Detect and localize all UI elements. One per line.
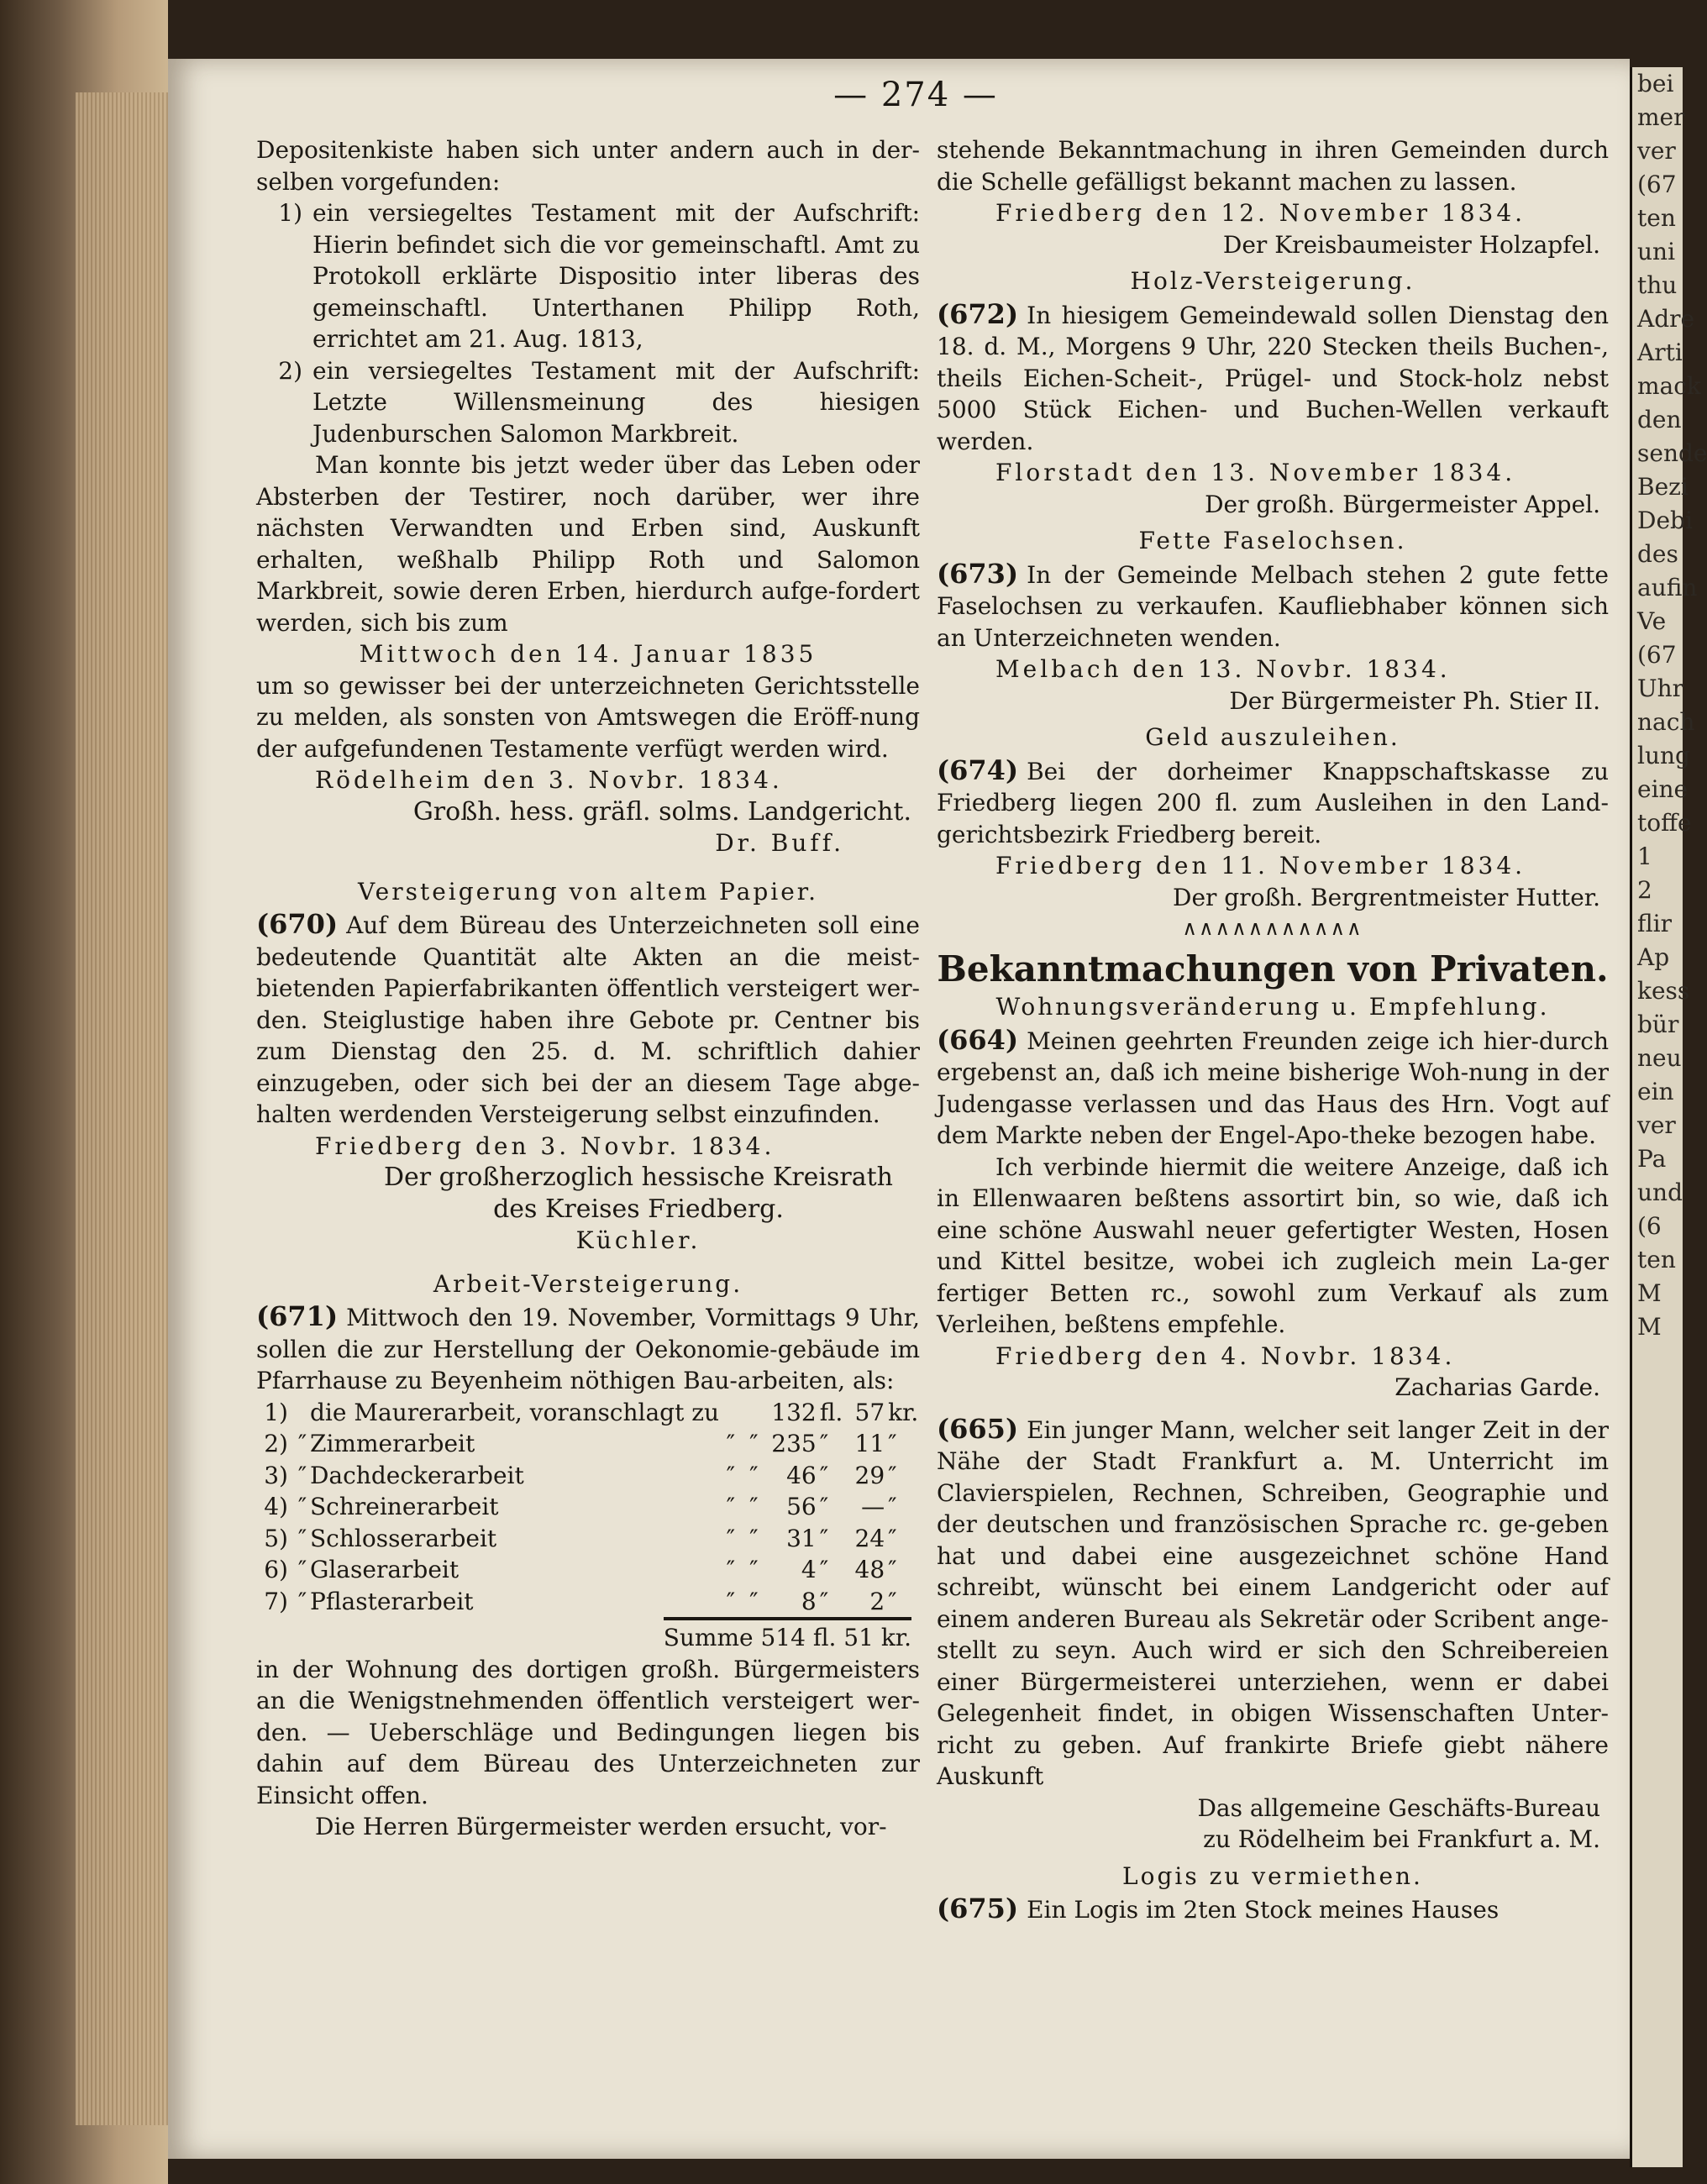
amount-kr: 2 (869, 1587, 885, 1615)
book-fore-edge (0, 0, 168, 2184)
paragraph: stehende Bekanntmachung in ihren Gemeinden durch die Schelle gefälligst bekannt machen zu lassen. (937, 136, 1609, 196)
ditto-mark: ″ (297, 1524, 307, 1552)
notice-670 (256, 909, 920, 1131)
table-row (256, 1554, 920, 1586)
next-page-fragment: Uhr (1637, 675, 1684, 702)
row-number: 2) (264, 1430, 288, 1457)
unit-kr: ″ (888, 1587, 897, 1615)
ditto-mark: ″ (297, 1556, 307, 1583)
notice-text: Bei der dorheimer Knappschaftskasse zu Friedberg liegen 200 fl. zum Ausleihen in den Land-gerichtsbezirk Friedberg bereit. (937, 757, 1609, 848)
notice-text: Ein junger Mann, welcher seit langer Zeit in der Nähe der Stadt Frankfurt a. M. Unterricht im Clavierspielen, Rechnen, Schreiben, Geographie und der deutschen und französischen Sprache rc. ge-geben hat und dabei eine ausgezeichnet schöne Hand schreibt, wünscht bei einem Landgericht oder auf einem anderen Bureau als Sekretär oder Scribent ange-stellt zu seyn. Auch wird er sich den Schreibereien einer Bürgermeisterei unterziehen, wenn er dabei Gelegenheit findet, in obigen Wissenschaften Unter-richt zu geben. Auf frankirte Briefe giebt nähere Auskunft (937, 1415, 1609, 1790)
ditto-mark: ″ (726, 1430, 736, 1457)
next-page-fragment: thu (1637, 271, 1678, 299)
unit-fl: ″ (819, 1430, 829, 1457)
unit-fl: ″ (819, 1587, 829, 1615)
ditto-mark: ″ (726, 1493, 736, 1520)
place-date: Friedberg den 4. Novbr. 1834. (995, 1341, 1456, 1370)
next-page-fragment: Bezi (1637, 473, 1689, 501)
section-heading: Geld auszuleihen. (1145, 723, 1400, 751)
ditto-mark (719, 1397, 743, 1429)
place-date: Friedberg den 3. Novbr. 1834. (315, 1131, 775, 1160)
ditto-mark: ″ (297, 1461, 307, 1489)
section-heading: Wohnungsveränderung u. Empfehlung. (995, 993, 1550, 1021)
amount-fl: 46 (786, 1461, 817, 1489)
next-page-fragment: Pa (1637, 1145, 1667, 1173)
item-text: ein versiegeltes Testament mit der Aufschrift: Hierin befindet sich die vor gemeinschaftl. Amt zu Protokoll erklärte Dispositio inter liberas des gemeinschaftl. Unterthanen Philipp Roth, errichtet am 21. Aug. 1813, (313, 199, 920, 353)
unit-kr: ″ (888, 1430, 897, 1457)
notice-number: (673) (937, 557, 1019, 590)
paragraph: Die Herren Bürgermeister werden ersucht, vor- (315, 1813, 887, 1840)
section-heading: Holz-Versteigerung. (1130, 267, 1415, 295)
place-date: Friedberg den 12. November 1834. (995, 199, 1526, 227)
amount-fl: 4 (801, 1556, 817, 1583)
ditto-mark: ″ (749, 1587, 759, 1615)
notice-number: (670) (256, 908, 339, 940)
unit-kr: ″ (888, 1461, 897, 1489)
notice-number: (664) (937, 1023, 1019, 1056)
amount-kr: — (861, 1493, 885, 1520)
unit-fl: ″ (819, 1556, 829, 1583)
ditto-mark: ″ (726, 1524, 736, 1552)
works-table (256, 1397, 920, 1618)
row-number: 6) (264, 1556, 288, 1583)
left-column (256, 134, 920, 1843)
notice-text: In der Gemeinde Melbach stehen 2 gute fette Faselochsen zu verkaufen. Kaufliebhaber können sich an Unterzeichneten wenden. (937, 560, 1609, 652)
next-page-fragment: Adre (1637, 305, 1695, 333)
next-page-fragment: des (1637, 540, 1678, 568)
signature: Der großh. Bergrentmeister Hutter. (1173, 883, 1600, 911)
next-page-fragment: (67 (1637, 641, 1677, 669)
amount-kr: 48 (854, 1556, 885, 1583)
paragraph: Ich verbinde hiermit die weitere Anzeige, daß ich in Ellenwaaren beßtens assortirt bin, so wie, daß ich eine schöne Auswahl neuer gefertigter Westen, Hosen und Kittel besitze, wobei ich zugleich mein La-ger fertiger Betten rc., sowohl zum Verkauf als zum Verleihen, beßtens empfehle. (937, 1152, 1609, 1338)
section-heading: Logis zu vermiethen. (1122, 1861, 1423, 1890)
unit-fl: ″ (819, 1524, 829, 1552)
next-page-fragment: ver (1637, 137, 1676, 165)
next-page-fragment: kess (1637, 977, 1690, 1005)
notice-number: (672) (937, 297, 1019, 330)
table-row (256, 1586, 920, 1618)
table-row (256, 1428, 920, 1460)
notice-675 (937, 1893, 1609, 1926)
paragraph: um so gewisser bei der unterzeichneten Gerichtsstelle zu melden, als sonsten von Amtswegen die Eröff-nung der aufgefundenen Testamente verfügt werden wird. (256, 671, 920, 763)
next-page-fragment: ein (1637, 1078, 1674, 1105)
ditto-mark: ″ (749, 1556, 759, 1583)
sum-row (256, 1617, 920, 1654)
next-page-fragment: aufin (1637, 574, 1698, 601)
next-page-fragment: ten (1637, 204, 1676, 232)
next-page-fragment: M (1637, 1279, 1662, 1307)
item-number: 1) (278, 199, 302, 227)
signature: Der großherzoglich hessische Kreisrath (383, 1163, 894, 1192)
next-page-fragment: Debi (1637, 507, 1693, 534)
notice-672 (937, 299, 1609, 458)
amount-fl: 132 (771, 1398, 817, 1426)
amount-kr: 29 (854, 1461, 885, 1489)
next-page-fragment: sende (1637, 439, 1707, 467)
notice-text: Ein Logis im 2ten Stock meines Hauses (1027, 1896, 1500, 1924)
section-title: Bekanntmachungen von Privaten. (937, 948, 1609, 990)
unit-kr: kr. (888, 1398, 919, 1426)
notice-673 (937, 559, 1609, 654)
ditto-mark: ″ (297, 1430, 307, 1457)
notice-text: Meinen geehrten Freunden zeige ich hier-durch ergebenst an, daß ich meine bisherige Woh-nung in der Judengasse verlassen und das Haus des Hrn. Vogt auf dem Markte neben der Engel-Apo-theke bezogen habe. (937, 1026, 1609, 1149)
right-column (937, 134, 1609, 1926)
notice-number: (675) (937, 1893, 1019, 1924)
ditto-mark: ″ (749, 1461, 759, 1489)
next-page-fragment: (67 (1637, 171, 1677, 198)
ditto-mark: ″ (726, 1556, 736, 1583)
list-item (256, 197, 920, 355)
list-item (256, 355, 920, 450)
unit-fl: ″ (819, 1461, 829, 1489)
amount-fl: 56 (786, 1493, 817, 1520)
work-name: Dachdeckerarbeit (309, 1461, 524, 1489)
place-date: Rödelheim den 3. Novbr. 1834. (315, 766, 783, 794)
signature: des Kreises Friedberg. (493, 1194, 784, 1224)
unit-kr: ″ (888, 1493, 897, 1520)
work-name: Pflasterarbeit (309, 1587, 474, 1615)
signature-name: Dr. Buff. (715, 829, 844, 857)
notice-671 (256, 1301, 920, 1397)
next-page-fragment: ver (1637, 1111, 1676, 1139)
signature: Der großh. Bürgermeister Appel. (1205, 490, 1600, 518)
date-line: Mittwoch den 14. Januar 1835 (359, 640, 817, 668)
notice-text: In hiesigem Gemeindewald sollen Dienstag den 18. d. M., Morgens 9 Uhr, 220 Stecken theils Buchen-, theils Eichen-Scheit-, Prügel- und Stock-holz nebst 5000 Stück Eichen- und Buchen-Wellen verkauft werden. (937, 301, 1609, 455)
signature: Zacharias Garde. (1394, 1373, 1600, 1401)
next-page-fragment: und (1637, 1179, 1683, 1206)
next-page-fragment: Ve (1637, 607, 1667, 635)
row-number: 5) (264, 1524, 288, 1552)
next-page-fragment: bei (1637, 70, 1674, 97)
section-heading: Fette Faselochsen. (1138, 527, 1407, 554)
next-page-fragment: Arti (1637, 339, 1683, 366)
row-number: 4) (264, 1493, 288, 1520)
amount-fl: 31 (786, 1524, 817, 1552)
next-page-fragment: uni (1637, 238, 1676, 265)
work-name: Glaserarbeit (309, 1556, 460, 1583)
next-page-fragment: bür (1637, 1011, 1679, 1038)
unit-kr: ″ (888, 1556, 897, 1583)
unit-fl: fl. (819, 1398, 843, 1426)
ditto-mark: ″ (726, 1587, 736, 1615)
unit-fl: ″ (819, 1493, 829, 1520)
paragraph: in der Wohnung des dortigen großh. Bürgermeisters an die Wenigstnehmenden öffentlich versteigert wer-den. — Ueberschläge und Bedingungen liegen bis dahin auf dem Büreau des Unterzeichneten zur Einsicht offen. (256, 1655, 920, 1809)
work-name: Schreinerarbeit (309, 1493, 499, 1520)
amount-kr: 24 (854, 1524, 885, 1552)
row-number: 7) (264, 1587, 288, 1615)
next-page-fragment: 2 (1637, 876, 1652, 904)
ditto-mark: ″ (749, 1493, 759, 1520)
notice-text: Auf dem Büreau des Unterzeichneten soll eine bedeutende Quantität alte Akten an die meist-bietenden Papierfabrikanten öffentlich versteigert wer-den. Steiglustige haben ihre Gebote pr. Centner bis zum Dienstag den 25. d. M. schriftlich dahier einzugeben, oder sich bei der an diesem Tage abge-halten werdenden Versteigerung selbst einzufinden. (256, 911, 920, 1128)
next-page-fragment: toffe (1637, 809, 1692, 837)
signature: zu Rödelheim bei Frankfurt a. M. (1203, 1825, 1600, 1853)
next-page-fragment: mer (1637, 103, 1685, 131)
ditto-mark: ″ (297, 1493, 307, 1520)
next-page-fragment: 1 (1637, 843, 1652, 870)
place-date: Florstadt den 13. November 1834. (995, 459, 1516, 486)
row-number: 3) (264, 1461, 288, 1489)
table-row (256, 1397, 920, 1429)
place-date: Friedberg den 11. November 1834. (995, 852, 1526, 879)
page-edges (76, 92, 168, 2125)
notice-674 (937, 755, 1609, 851)
notice-number: (671) (256, 1300, 339, 1332)
amount-kr: 11 (854, 1430, 885, 1457)
next-page-fragment: nach (1637, 708, 1695, 736)
table-row (256, 1491, 920, 1523)
unit-kr: ″ (888, 1524, 897, 1552)
signature: Das allgemeine Geschäfts-Bureau (1197, 1793, 1600, 1822)
notice-665 (937, 1414, 1609, 1793)
row-number: 1) (264, 1398, 288, 1426)
signature: Großh. hess. gräfl. solms. Landgericht. (412, 796, 911, 827)
signature-name: Küchler. (575, 1226, 701, 1254)
work-name: Zimmerarbeit (309, 1430, 475, 1457)
amount-fl: 235 (771, 1430, 817, 1457)
ornament-divider: ∧∧∧∧∧∧∧∧∧∧∧ (1182, 916, 1363, 940)
next-page-fragment: ten (1637, 1246, 1676, 1273)
ditto-mark (295, 1397, 310, 1429)
notice-664 (937, 1025, 1609, 1152)
sum-total: Summe 514 fl. 51 kr. (664, 1617, 911, 1654)
ditto-mark (743, 1397, 766, 1429)
notice-number: (674) (937, 753, 1019, 786)
next-page-fragment: M (1637, 1313, 1662, 1341)
table-row (256, 1460, 920, 1492)
section-heading: Arbeit-Versteigerung. (433, 1269, 743, 1298)
table-row (256, 1523, 920, 1555)
amount-fl: 8 (801, 1587, 817, 1615)
notice-number: (665) (937, 1412, 1019, 1445)
paragraph: Man konnte bis jetzt weder über das Leben oder Absterben der Testirer, noch darüber, wer ihre nächsten Verwandten und Erben sind, Auskunft erhalten, weßhalb Philipp Roth und Salomon Markbreit, sowie deren Erben, hierdurch aufge-fordert werden, sich bis zum (256, 451, 920, 637)
page-number: — 274 — (833, 76, 998, 114)
intro-text: Depositenkiste haben sich unter andern auch in der-selben vorgefunden: (256, 136, 920, 196)
next-page-fragment: lung (1637, 742, 1690, 769)
amount-kr: 57 (854, 1398, 885, 1426)
next-page-fragment: neu (1637, 1044, 1682, 1072)
ditto-mark: ″ (726, 1461, 736, 1489)
item-number: 2) (278, 356, 302, 385)
next-page-fragment: (6 (1637, 1212, 1662, 1240)
signature: Der Bürgermeister Ph. Stier II. (1229, 686, 1600, 715)
next-page-fragment: flir (1637, 910, 1673, 937)
section-heading: Versteigerung von altem Papier. (358, 877, 818, 906)
notice-text: Mittwoch den 19. November, Vormittags 9 Uhr, sollen die zur Herstellung der Oekonomie-gebäude im Pfarrhause zu Beyenheim nöthigen Bau-arbeiten, als: (256, 1304, 920, 1394)
next-page-strip (1630, 67, 1707, 2167)
next-page-fragment: den (1637, 406, 1682, 433)
signature: Der Kreisbaumeister Holzapfel. (1222, 230, 1600, 259)
next-page-fragment: Ap (1637, 943, 1670, 971)
ditto-mark: ″ (297, 1587, 307, 1615)
work-name: die Maurerarbeit, voranschlagt zu (309, 1398, 720, 1426)
next-page-fragment: eine (1637, 775, 1689, 803)
work-name: Schlosserarbeit (309, 1524, 497, 1552)
next-page-fragment: mack (1637, 372, 1701, 400)
ditto-mark: ″ (749, 1524, 759, 1552)
ditto-mark: ″ (749, 1430, 759, 1457)
place-date: Melbach den 13. Novbr. 1834. (995, 655, 1451, 683)
item-text: ein versiegeltes Testament mit der Aufschrift: Letzte Willensmeinung des hiesigen Judenburschen Salomon Markbreit. (313, 356, 920, 448)
